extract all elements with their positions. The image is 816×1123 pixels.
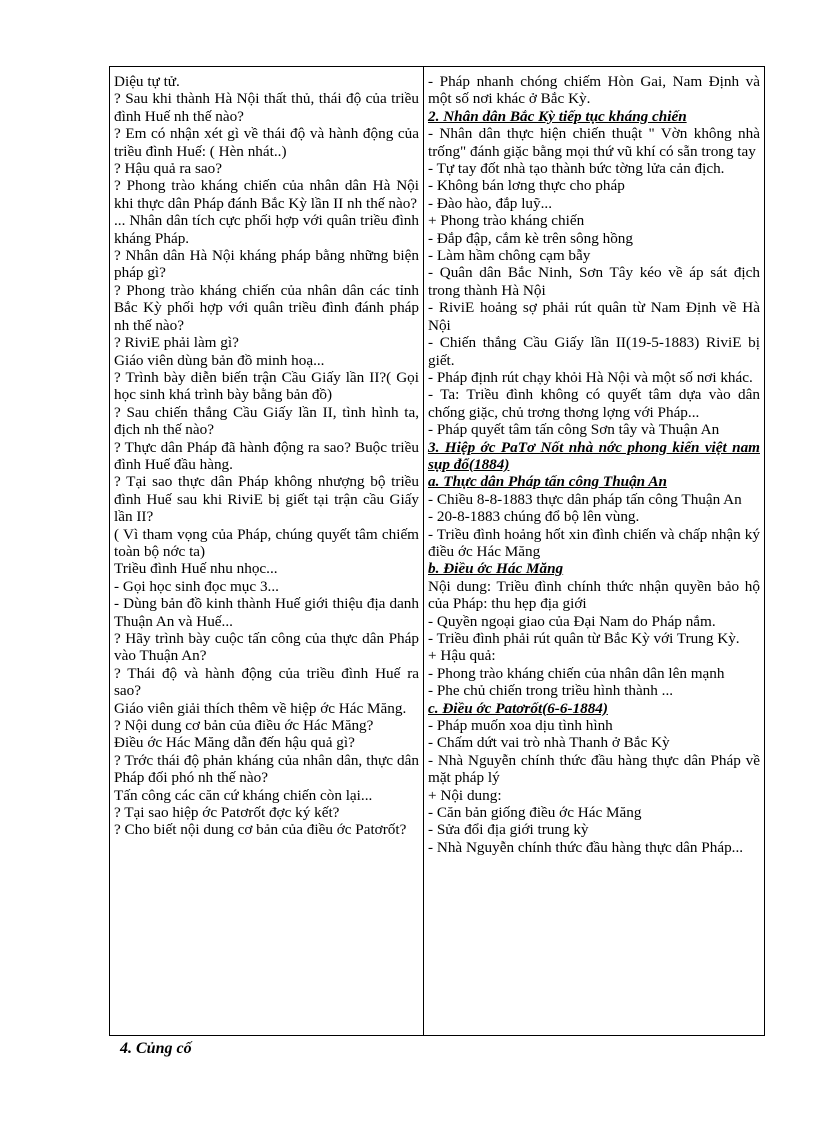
teacher-question-line: Giáo viên dùng bản đồ minh hoạ... xyxy=(114,351,325,369)
content-line: - Quyền ngoại giao của Đại Nam do Pháp nắm. xyxy=(428,612,716,630)
content-line: - Tự tay đốt nhà tạo thành bức tờng lửa cản địch. xyxy=(428,160,725,178)
teacher-question-line: ? Em có nhận xét gì về thái độ và hành động của triều đình Huế: ( Hèn nhát..) xyxy=(114,125,419,160)
teacher-question-line: ? Thực dân Pháp đã hành động ra sao? Buộc triều đình Huế đầu hàng. xyxy=(114,438,419,473)
content-section-heading: c. Điều ớc Patơrốt(6-6-1884) xyxy=(428,699,608,717)
teacher-question-line: ? Thái độ và hành động của triều đình Huế ra sao? xyxy=(114,664,419,700)
content-line: + Hậu quả: xyxy=(428,647,496,665)
teacher-question-line: ? Nội dung cơ bản của điều ớc Hác Măng? xyxy=(114,717,374,735)
content-line: - Nhân dân thực hiện chiến thuật " Vờn không nhà trống" đánh giặc bằng mọi thứ vũ khí có sẵn trong tay xyxy=(428,125,760,160)
teacher-question-line: ? Hậu quả ra sao? xyxy=(114,160,222,178)
content-line: - Pháp định rút chạy khỏi Hà Nội và một số nơi khác. xyxy=(428,368,753,386)
content-line: - Chiều 8-8-1883 thực dân pháp tấn công Thuận An xyxy=(428,490,742,508)
content-line: - Pháp muốn xoa dịu tình hình xyxy=(428,717,613,735)
content-line: - Phong trào kháng chiến của nhân dân lên mạnh xyxy=(428,664,725,682)
content-line: Nội dung: Triều đình chính thức nhận quyền bảo hộ của Pháp: thu hẹp địa giới xyxy=(428,577,760,613)
teacher-question-line: Tấn công các căn cứ kháng chiến còn lại... xyxy=(114,786,373,804)
teacher-question-line: ? Tại sao thực dân Pháp không nhượng bộ triều đình Huế sau khi RiviE bị giết tại trận cầu Giấy lần II? xyxy=(114,473,419,526)
content-line: - Chiến thắng Cầu Giấy lần II(19-5-1883) RiviE bị giết. xyxy=(428,334,760,369)
teacher-question-line: Giáo viên giải thích thêm về hiệp ớc Hác Măng. xyxy=(114,699,407,717)
content-line: - Triều đình phải rút quân từ Bắc Kỳ với Trung Kỳ. xyxy=(428,630,740,647)
teacher-activity-column xyxy=(110,67,424,1035)
content-line: - Nhà Nguyễn chính thức đầu hàng thực dân Pháp về mặt pháp lý xyxy=(428,751,760,787)
teacher-question-line: ? Sau khi thành Hà Nội thất thủ, thái độ của triều đình Huế nh thế nào? xyxy=(114,90,419,125)
teacher-question-line: ( Vì tham vọng của Pháp, chúng quyết tâm chiếm toàn bộ nớc ta) xyxy=(114,525,419,560)
teacher-question-line: ? Tại sao hiệp ớc Patơrốt đợc ký kết? xyxy=(114,804,340,822)
content-section-heading: 2. Nhân dân Bắc Kỳ tiếp tục kháng chiến xyxy=(428,107,687,125)
content-line: - Pháp nhanh chóng chiếm Hòn Gai, Nam Định và một số nơi khác ở Bắc Kỳ. xyxy=(428,73,760,108)
content-line: - 20-8-1883 chúng đổ bộ lên vùng. xyxy=(428,508,640,526)
teacher-question-line: ? RiviE phải làm gì? xyxy=(114,334,239,352)
lesson-content-column xyxy=(424,67,764,1035)
content-line: - Phe chủ chiến trong triều hình thành ... xyxy=(428,682,674,700)
content-line: - Đào hào, đắp luỹ... xyxy=(428,194,552,212)
content-line: - RiviE hoảng sợ phải rút quân từ Nam Định về Hà Nội xyxy=(428,299,760,334)
content-line: - Căn bản giống điều ớc Hác Măng xyxy=(428,804,642,822)
content-line: + Nội dung: xyxy=(428,786,502,804)
content-line: - Pháp quyết tâm tấn công Sơn tây và Thuận An xyxy=(428,421,720,439)
teacher-question-line: ? Hãy trình bày cuộc tấn công của thực dân Pháp vào Thuận An? xyxy=(114,630,419,665)
teacher-question-line: Điều ớc Hác Măng dẫn đến hậu quả gì? xyxy=(114,734,355,752)
teacher-question-line: Diệu tự tử. xyxy=(114,73,180,90)
teacher-question-line: ? Nhân dân Hà Nội kháng pháp bằng những biện pháp gì? xyxy=(114,247,419,282)
teacher-question-line: ? Cho biết nội dung cơ bản của điều ớc Patơrốt? xyxy=(114,821,407,839)
content-line: - Triều đình hoảng hốt xin đình chiến và chấp nhận ký điều ớc Hác Măng xyxy=(428,525,760,560)
section-heading-consolidation: 4. Củng cố xyxy=(120,1040,192,1057)
content-line: - Làm hầm chông cạm bẫy xyxy=(428,247,591,265)
content-section-heading: a. Thực dân Pháp tấn công Thuận An xyxy=(428,473,667,491)
content-line: + Phong trào kháng chiến xyxy=(428,212,585,230)
content-section-heading: b. Điều ớc Hác Măng xyxy=(428,560,564,578)
teacher-question-line: ... Nhân dân tích cực phối hợp với quân triều đình kháng Pháp. xyxy=(114,212,419,247)
content-line: - Đắp đập, cắm kè trên sông hồng xyxy=(428,229,633,247)
teacher-question-line: ? Trình bày diễn biến trận Cầu Giấy lần II?( Gọi học sinh khá trình bày bằng bản đồ) xyxy=(114,368,419,404)
teacher-question-line: - Dùng bản đồ kinh thành Huế giới thiệu địa danh Thuận An và Huế... xyxy=(114,595,419,630)
content-line: - Sửa đổi địa giới trung kỳ xyxy=(428,821,589,839)
teacher-question-line: ? Phong trào kháng chiến của nhân dân Hà Nội khi thực dân Pháp đánh Bắc Kỳ lần II nh thế nào? xyxy=(114,177,419,212)
content-section-heading: 3. Hiệp ớc PaTơ Nốt nhà nớc phong kiến việt nam sụp đổ(1884) xyxy=(428,438,760,473)
content-line: - Ta: Triều đình không có quyết tâm dựa vào dân chống giặc, chủ trơng thơng lợng với Pháp... xyxy=(428,386,760,421)
teacher-question-line: ? Sau chiến thắng Cầu Giấy lần II, tình hình ta, địch nh thế nào? xyxy=(114,403,419,439)
teacher-question-line: Triều đình Huế nhu nhọc... xyxy=(114,560,278,578)
content-line: - Chấm dứt vai trò nhà Thanh ở Bắc Kỳ xyxy=(428,734,670,752)
lesson-table xyxy=(109,66,765,1036)
content-line: - Nhà Nguyễn chính thức đầu hàng thực dân Pháp... xyxy=(428,838,744,856)
content-line: - Không bán lơng thực cho pháp xyxy=(428,177,625,195)
teacher-question-line: ? Phong trào kháng chiến của nhân dân các tỉnh Bắc Kỳ phối hợp với quân triều đình đánh pháp nh thế nào? xyxy=(114,281,419,334)
teacher-question-line: ? Trớc thái độ phản kháng của nhân dân, thực dân Pháp đối phó nh thế nào? xyxy=(114,751,419,787)
teacher-question-line: - Gọi học sinh đọc mục 3... xyxy=(114,577,279,595)
content-line: - Quân dân Bắc Ninh, Sơn Tây kéo về áp sát địch trong thành Hà Nội xyxy=(428,264,760,299)
